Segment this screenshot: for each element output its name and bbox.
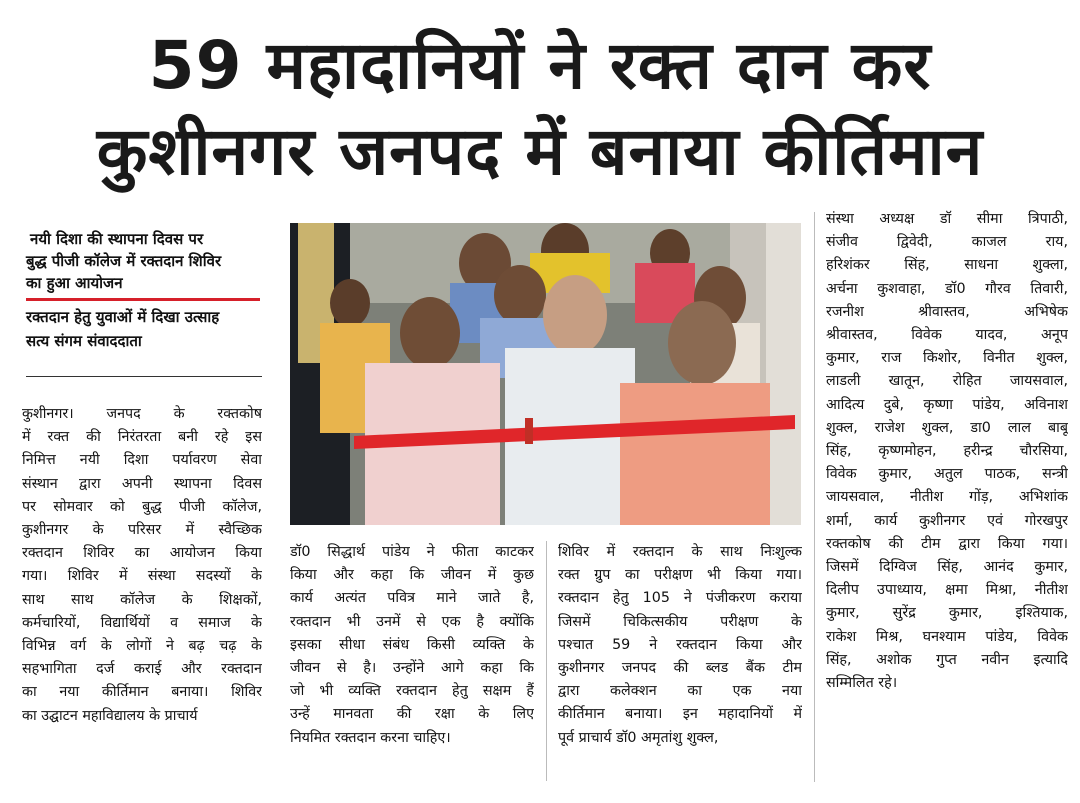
article-line: लाडली खातून, रोहित जायसवाल, — [826, 373, 1068, 390]
article-column-4 — [826, 208, 1068, 695]
article-line: जीवन से है। उन्होंने आगे कहा कि — [290, 660, 534, 677]
article-line: रक्तकोष की टीम द्वारा किया गया। — [826, 535, 1068, 552]
article-line: कुशीनगर जनपद की ब्लड बैंक टीम — [558, 660, 802, 677]
subheading-line-3: का हुआ आयोजन — [26, 274, 123, 292]
article-line: कुमार, सुरेंद्र कुमार, इश्तियाक, — [826, 605, 1068, 622]
article-line: संस्था अध्यक्ष डॉ सीमा त्रिपाठी, — [826, 211, 1068, 227]
article-line: में रक्त की निरंतरता बनी रहे इस — [22, 429, 262, 446]
article-line: का उद्घाटन महाविद्यालय के प्राचार्य — [22, 707, 198, 724]
article-line: संस्थान द्वारा अपनी स्थापना दिवस — [22, 475, 262, 492]
article-line: पर सोमवार को बुद्ध पीजी कॉलेज, — [22, 498, 262, 515]
article-line: डॉ0 सिद्धार्थ पांडेय ने फीता काटकर — [290, 544, 534, 560]
article-line: इसका सीधा संबंध किसी व्यक्ति के — [290, 636, 534, 653]
article-line: आदित्य दुबे, कृष्णा पांडेय, अविनाश — [826, 396, 1068, 413]
article-line: गया। शिविर में संस्था सदस्यों के — [22, 568, 262, 585]
article-line: कार्य अत्यंत पवित्र माने जाते है, — [290, 590, 534, 607]
article-line: राकेश मिश्र, घनश्याम पांडेय, विवेक — [826, 628, 1068, 645]
ribbon-cutting-photo — [290, 223, 801, 525]
red-divider — [26, 298, 260, 301]
article-line: विवेक कुमार, अतुल पाठक, सन्त्री — [826, 466, 1068, 483]
column-separator — [814, 212, 815, 782]
article-line: कीर्तिमान बनाया। इन महादानियों में — [558, 706, 802, 723]
article-line: सहभागिता दर्ज कराई और रक्तदान — [22, 661, 262, 678]
article-line: रक्त ग्रुप का परीक्षण भी किया गया। — [558, 567, 802, 584]
article-line: शुक्ल, राजेश शुक्ल, डा0 लाल बाबू — [826, 419, 1068, 436]
article-line: रक्तदान हेतु 105 ने पंजीकरण कराया — [558, 590, 802, 607]
article-line: पूर्व प्राचार्य डॉ0 अमृतांशु शुक्ल, — [558, 729, 719, 746]
article-line: पश्चात 59 ने रक्तदान किया और — [558, 636, 802, 653]
article-line: किया और कहा कि जीवन में कुछ — [290, 567, 534, 584]
subheading-line-1: नयी दिशा की स्थापना दिवस पर — [30, 230, 204, 248]
byline-divider — [26, 376, 262, 377]
article-line: निमित्त नयी दिशा पर्यावरण सेवा — [22, 452, 262, 469]
article-column-1 — [22, 403, 262, 728]
article-line: अर्चना कुशवाहा, डॉ0 गौरव तिवारी, — [826, 280, 1068, 297]
article-line: सिंह, अशोक गुप्त नवीन इत्यादि — [826, 651, 1068, 668]
headline-line-2: कुशीनगर जनपद में बनाया कीर्तिमान — [96, 113, 984, 190]
article-line: उन्हें मानवता की रक्षा के लिए — [290, 706, 534, 723]
article-line: जो भी व्यक्ति रक्तदान हेतु सक्षम हैं — [290, 683, 534, 700]
subheading-line-2: बुद्ध पीजी कॉलेज में रक्तदान शिविर — [26, 252, 222, 270]
article-line: शर्मा, कार्य कुशीनगर एवं गोरखपुर — [826, 512, 1068, 529]
article-line: नियमित रक्तदान करना चाहिए। — [290, 729, 451, 746]
article-line: श्रीवास्तव, विवेक यादव, अनूप — [826, 327, 1068, 344]
article-line: रजनीश श्रीवास्तव, अभिषेक — [826, 303, 1068, 320]
article-line: जिसमें चिकित्सकीय परीक्षण के — [558, 613, 802, 630]
article-line: रक्तदान भी उनमें से एक है क्योंकि — [290, 613, 534, 630]
article-line: सिंह, कृष्णमोहन, हरीन्द्र चौरसिया, — [826, 443, 1068, 460]
byline: सत्य संगम संवाददाता — [26, 332, 142, 350]
article-line: द्वारा कलेक्शन का एक नया — [558, 683, 802, 700]
headline-line-1: 59 महादानियों ने रक्त दान कर — [148, 27, 932, 104]
article-column-3 — [558, 541, 802, 750]
article-line: हरिशंकर सिंह, साधना शुक्ला, — [826, 257, 1068, 274]
article-line: शिविर में रक्तदान के साथ निःशुल्क — [558, 544, 802, 560]
article-line: कुमार, राज किशोर, विनीत शुक्ल, — [826, 350, 1068, 367]
article-line: जिसमें दिग्विज सिंह, आनंद कुमार, — [826, 559, 1068, 576]
article-line: जायसवाल, नीतीश गोंड़, अभिशांक — [826, 489, 1068, 506]
article-line: कुशीनगर। जनपद के रक्तकोष — [22, 406, 262, 422]
article-line: साथ साथ कॉलेज के शिक्षकों, — [22, 591, 262, 608]
article-line: कर्मचारियों, विद्यार्थियों व समाज के — [22, 614, 262, 631]
article-line: दिलीप उपाध्याय, क्षमा मिश्रा, नीतीश — [826, 582, 1068, 599]
article-line: रक्तदान शिविर का आयोजन किया — [22, 545, 262, 562]
column-separator — [546, 541, 547, 781]
article-line: संजीव द्विवेदी, काजल राय, — [826, 234, 1068, 251]
article-line: सम्मिलित रहे। — [826, 675, 898, 692]
article-line: कुशीनगर के परिसर में स्वैच्छिक — [22, 522, 262, 539]
article-line: का नया कीर्तिमान बनाया। शिविर — [22, 684, 262, 701]
article-line: विभिन्न वर्ग के लोगों ने बढ़ चढ़ के — [22, 638, 262, 655]
subheading-line-4: रक्तदान हेतु युवाओं में दिखा उत्साह — [26, 308, 220, 326]
article-column-2 — [290, 541, 534, 750]
